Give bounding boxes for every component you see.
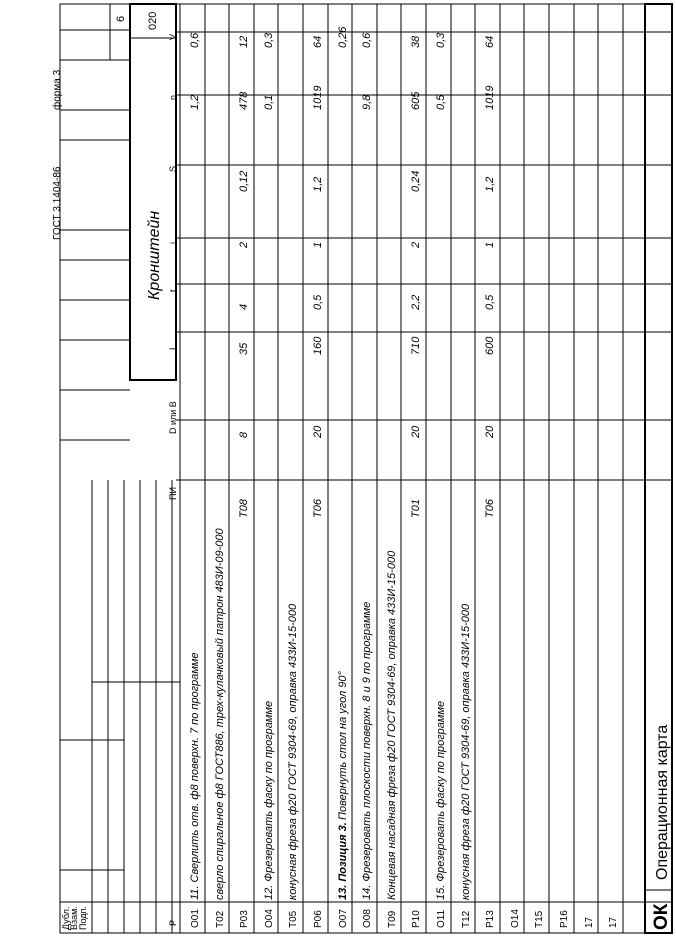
col-header-row-code: P — [168, 919, 178, 926]
form-label: форма 3 — [52, 69, 63, 110]
col-header-t: t — [168, 289, 178, 292]
row-text: конусная фреза ф20 ГОСТ 9304-69, оправка 433И-15-000 — [287, 603, 299, 900]
row-length: 600 — [484, 336, 496, 355]
stamp-vzam: Взам. — [69, 906, 79, 930]
row-text: сверло спиральное ф8 ГОСТ886, трех-кулачковый патрон 483И-09-000 — [214, 528, 226, 900]
row-t: 0,5 — [312, 294, 324, 310]
doc-code: ОК — [651, 903, 672, 930]
row-code: Т05 — [288, 910, 299, 928]
row-code: 17 — [608, 916, 619, 928]
row-s: 1,2 — [484, 176, 496, 192]
row-tool: Т01 — [410, 499, 422, 518]
row-code: Р03 — [239, 910, 250, 928]
row-length: 35 — [238, 342, 250, 355]
col-header-d-or-b: D или B — [168, 401, 178, 434]
col-header-v: V — [168, 33, 178, 40]
row-code: Р10 — [411, 910, 422, 928]
row-code: О08 — [362, 909, 373, 928]
row-t: 0,5 — [484, 294, 496, 310]
row-text: 12. Фрезеровать фаску по программе — [263, 700, 275, 900]
row-v: 0,26 — [337, 26, 349, 48]
row-d: 20 — [410, 425, 422, 438]
row-code: О07 — [338, 909, 349, 928]
col-header-n: n — [168, 94, 178, 100]
row-position-label: 13. Позиция 3. — [337, 822, 349, 900]
row-i: 1 — [312, 241, 324, 248]
row-v: 0,6 — [361, 32, 373, 48]
row-d: 20 — [312, 425, 324, 438]
row-i: 1 — [484, 241, 496, 248]
row-text: 14. Фрезеровать плоскости поверхн. 8 и 9 по программе — [361, 601, 373, 900]
row-v: 0,3 — [263, 32, 275, 48]
row-s: 0,12 — [238, 170, 250, 192]
row-n: 1019 — [312, 85, 324, 110]
row-t: 4 — [238, 303, 250, 310]
row-text: конусная фреза ф20 ГОСТ 9304-69, оправка 433И-15-000 — [460, 603, 472, 900]
row-v: 64 — [484, 35, 496, 48]
title-block — [130, 4, 176, 380]
row-i: 2 — [410, 241, 422, 248]
col-header-tool: ПИ — [168, 487, 178, 500]
row-tool: Т06 — [312, 499, 324, 518]
part-name: Кронштейн — [146, 210, 163, 300]
row-v: 38 — [410, 35, 422, 48]
stamp-dubl: Дубл. — [61, 906, 71, 930]
row-i: 2 — [238, 241, 250, 248]
row-n: 1019 — [484, 85, 496, 110]
row-t: 2,2 — [410, 294, 422, 310]
row-code: О14 — [510, 909, 521, 928]
row-n: 0,1 — [263, 94, 275, 110]
col-header-length: L — [168, 344, 178, 350]
row-n: 1,2 — [189, 94, 201, 110]
row-tool: Т08 — [238, 499, 250, 518]
row-v: 0,6 — [189, 32, 201, 48]
row-tool: Т06 — [484, 499, 496, 518]
row-code: Р13 — [485, 910, 496, 928]
col-header-s: S — [168, 165, 178, 172]
row-code: Т12 — [461, 910, 472, 928]
row-code: 17 — [584, 916, 595, 928]
row-code: О11 — [436, 909, 447, 928]
row-text: 11. Сверлить отв. ф8 поверхн. 7 по программе — [189, 652, 201, 900]
row-code: Т09 — [387, 910, 398, 928]
row-d: 20 — [484, 425, 496, 438]
row-code: Т02 — [215, 910, 226, 928]
row-length: 160 — [312, 336, 324, 355]
row-d: 8 — [238, 431, 250, 438]
row-n: 0,5 — [435, 94, 447, 110]
stamp-podp: Подп. — [78, 906, 88, 930]
row-n: 9,8 — [361, 94, 373, 110]
row-code: Т15 — [534, 910, 545, 928]
row-v: 64 — [312, 35, 324, 48]
row-v: 12 — [238, 35, 250, 48]
row-v: 0,3 — [435, 32, 447, 48]
row-text: Повернуть стол на угол 90° — [337, 671, 349, 820]
row-text: Концевая насадная фреза ф20 ГОСТ 9304-69, оправка 433И-15-000 — [386, 550, 398, 900]
sheet-number: 6 — [115, 15, 127, 22]
gost-standard: ГОСТ 3.1404-86 — [52, 166, 63, 240]
doc-name: Операционная карта — [654, 724, 671, 880]
row-code: Р16 — [559, 910, 570, 928]
row-n: 478 — [238, 91, 250, 110]
operation-number: 020 — [147, 11, 159, 30]
col-header-i: i — [168, 242, 178, 244]
row-length: 710 — [410, 336, 422, 355]
row-n: 605 — [410, 91, 422, 110]
row-code: О04 — [264, 909, 275, 928]
row-text: 15. Фрезеровать фаску по программе — [435, 700, 447, 900]
row-s: 0,24 — [410, 170, 422, 192]
row-s: 1,2 — [312, 176, 324, 192]
row-code: О01 — [190, 909, 201, 928]
row-code: Р06 — [313, 910, 324, 928]
